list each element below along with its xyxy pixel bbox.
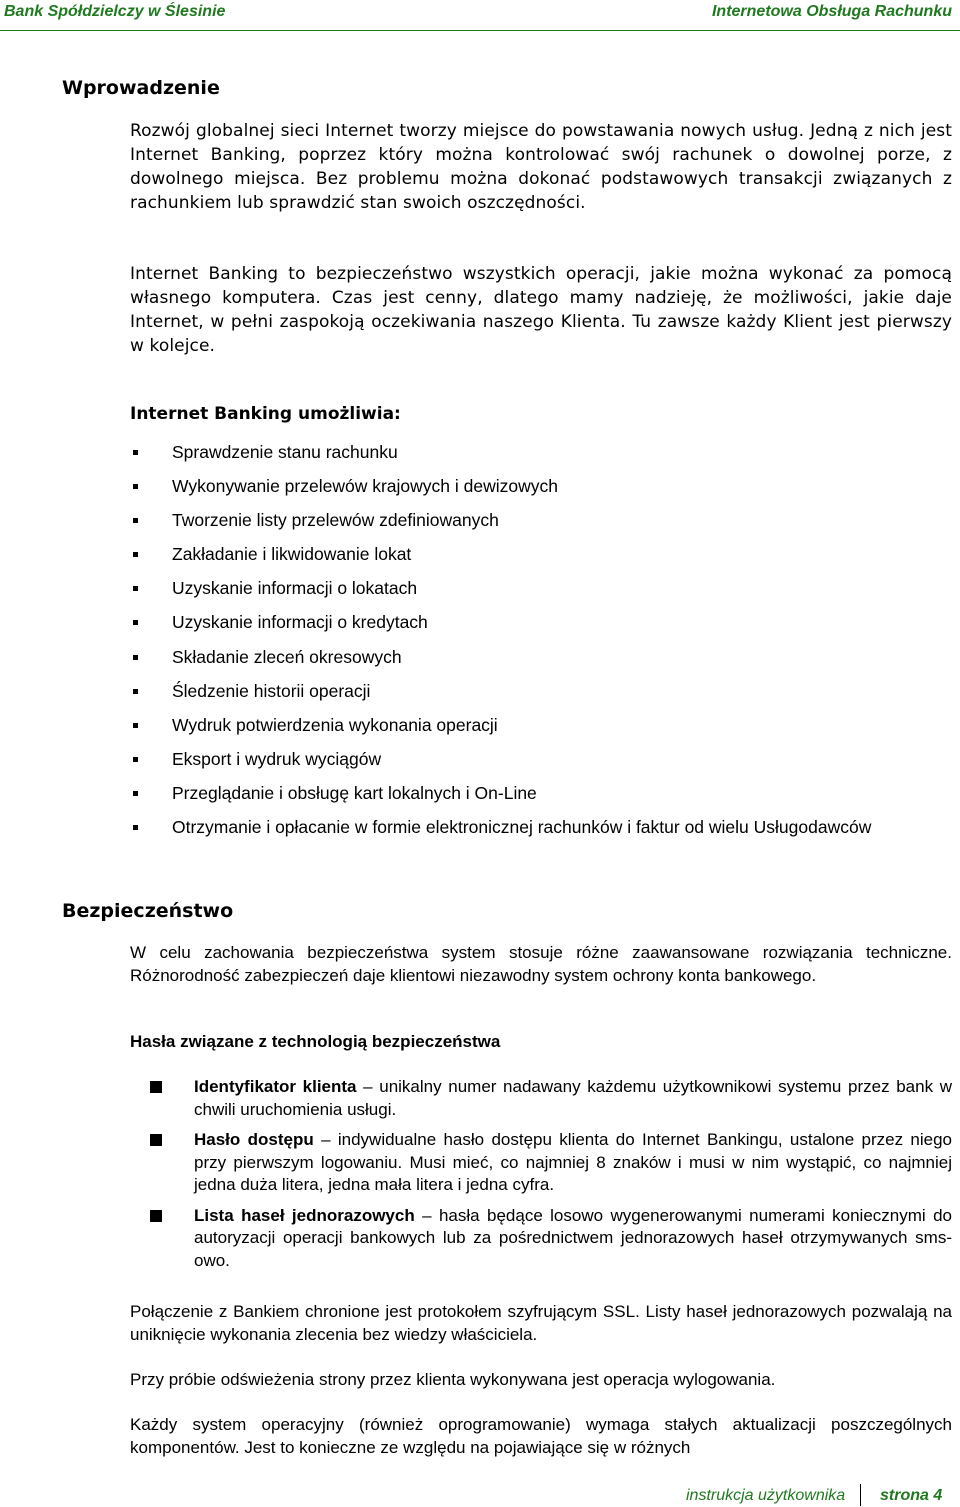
intro-paragraph-1: Rozwój globalnej sieci Internet tworzy miejsce do powstawania nowych usług. Jedną z nich jest Internet Banking, poprzez który można kontrolować swój rachunek o dowolnej porze, z dowolnego miejsca. Bez problemu można dokonać podstawowych transakcji związanych z rachunkiem lub sprawdzić stan swoich oszczędności. [130,121,952,213]
security-paragraph-3: Każdy system operacyjny (również oprogramowanie) wymaga stałych aktualizacji poszczególnych komponentów. Jest to konieczne ze względu na pojawiające się w różnych [130,1415,952,1457]
security-intro: W celu zachowania bezpieczeństwa system stosuje różne zaawansowane rozwiązania techniczne. Różnorodność zabezpieczeń daje klientowi niezawodny system ochrony konta bankowego. [130,943,952,985]
bullet-icon [150,1081,162,1093]
footer-separator [860,1484,861,1506]
intro-heading: Wprowadzenie [62,77,220,99]
bullet-icon [133,620,138,625]
bullet-icon [133,723,138,728]
security-subheading: Hasła związane z technologią bezpieczeństwa [130,1032,501,1051]
security-paragraph-1: Połączenie z Bankiem chronione jest protokołem szyfrującym SSL. Listy haseł jednorazowych pozwalają na uniknięcie wykonania zlecenia bez wiedzy właściciela. [130,1302,952,1344]
term-description: – hasła będące losowo wygenerowanymi numerami koniecznymi do autoryzacji operacji bankowych lub za pośrednictwem jednorazowych haseł otrzymywanych sms-owo. [194,1205,952,1270]
features-heading: Internet Banking umożliwia: [130,404,401,424]
bullet-icon [150,1134,162,1146]
bullet-icon [133,586,138,591]
bullet-icon [133,655,138,660]
bullet-icon [133,552,138,557]
bullet-icon [133,450,138,455]
footer-manual-label: instrukcja użytkownika [686,1487,846,1504]
header-document-title: Internetowa Obsługa Rachunku [711,3,952,20]
term-label: Identyfikator klienta [194,1077,357,1096]
bullet-icon [133,825,138,830]
intro-paragraph-2: Internet Banking to bezpieczeństwo wszystkich operacji, jakie można wykonać za pomocą własnego komputera. Czas jest cenny, dlatego mamy nadzieję, że możliwości, jakie daje Internet, w pełni zaspokoją oczekiwania naszego Klienta. Tu zawsze każdy Klient jest pierwszy w kolejce. [130,264,952,356]
term-description: – unikalny numer nadawany każdemu użytkownikowi systemu przez bank w chwili uruchomienia usługi. [194,1077,952,1119]
bullet-icon [133,791,138,796]
security-paragraph-2: Przy próbie odświeżenia strony przez klienta wykonywana jest operacja wylogowania. [130,1370,776,1389]
term-description: – indywidualne hasło dostępu klienta do Internet Bankingu, ustalone przez niego przy pierwszym logowaniu. Musi mieć, co najmniej 8 znaków i musi w nim wystąpić, co najmniej jedna duża litera, jedna mała litera i jedna cyfra. [194,1130,952,1194]
list-item [150,1205,952,1273]
bullet-icon [150,1210,162,1222]
bullet-icon [133,518,138,523]
list-item [150,1129,952,1197]
security-heading: Bezpieczeństwo [62,900,234,922]
term-label: Hasło dostępu [194,1130,314,1149]
term-label: Lista haseł jednorazowych [194,1205,415,1225]
bullet-icon [133,484,138,489]
header-bank-name: Bank Spółdzielczy w Ślesinie [4,3,226,20]
list-item [150,1076,952,1121]
security-terms-list [150,1076,952,1280]
bullet-icon [133,757,138,762]
header-rule [0,30,960,31]
footer-page-number: strona 4 [880,1487,943,1504]
bullet-icon [133,689,138,694]
